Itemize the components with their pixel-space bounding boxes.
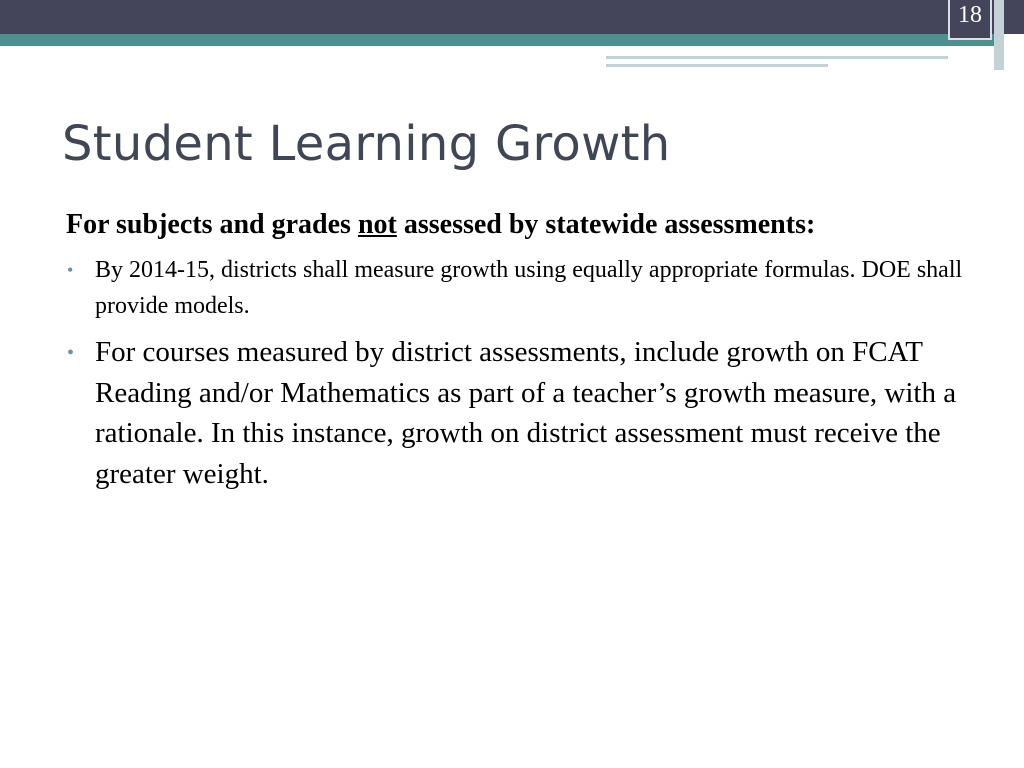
bullet-list [66,252,966,494]
bullet-icon: • [67,342,75,364]
list-item [66,332,966,494]
list-item [66,252,966,324]
intro-text-end: assessed by statewide assessments: [396,209,816,240]
accent-bar [0,34,1004,46]
intro-emphasis: not [357,209,397,240]
decorative-line [606,56,948,59]
slide-body [66,204,966,494]
slide-number: 18 [958,2,982,28]
intro-text-start: For subjects and grades [66,209,358,240]
bullet-text: By 2014-15, districts shall measure growth using equally appropriate formulas. DOE shall provide models. [95,257,963,319]
bullet-text: For courses measured by district assessments, include growth on FCAT Reading and/or Mathematics as part of a teacher’s growth measure, with a rationale. In this instance, growth on district assessment must receive the greater weight. [95,336,957,490]
intro-heading [66,204,966,246]
header-band [0,0,1024,34]
decorative-line [606,64,828,67]
decorative-strip [994,0,1004,70]
slide-title: Student Learning Growth [62,116,671,172]
bullet-icon: • [67,260,74,280]
